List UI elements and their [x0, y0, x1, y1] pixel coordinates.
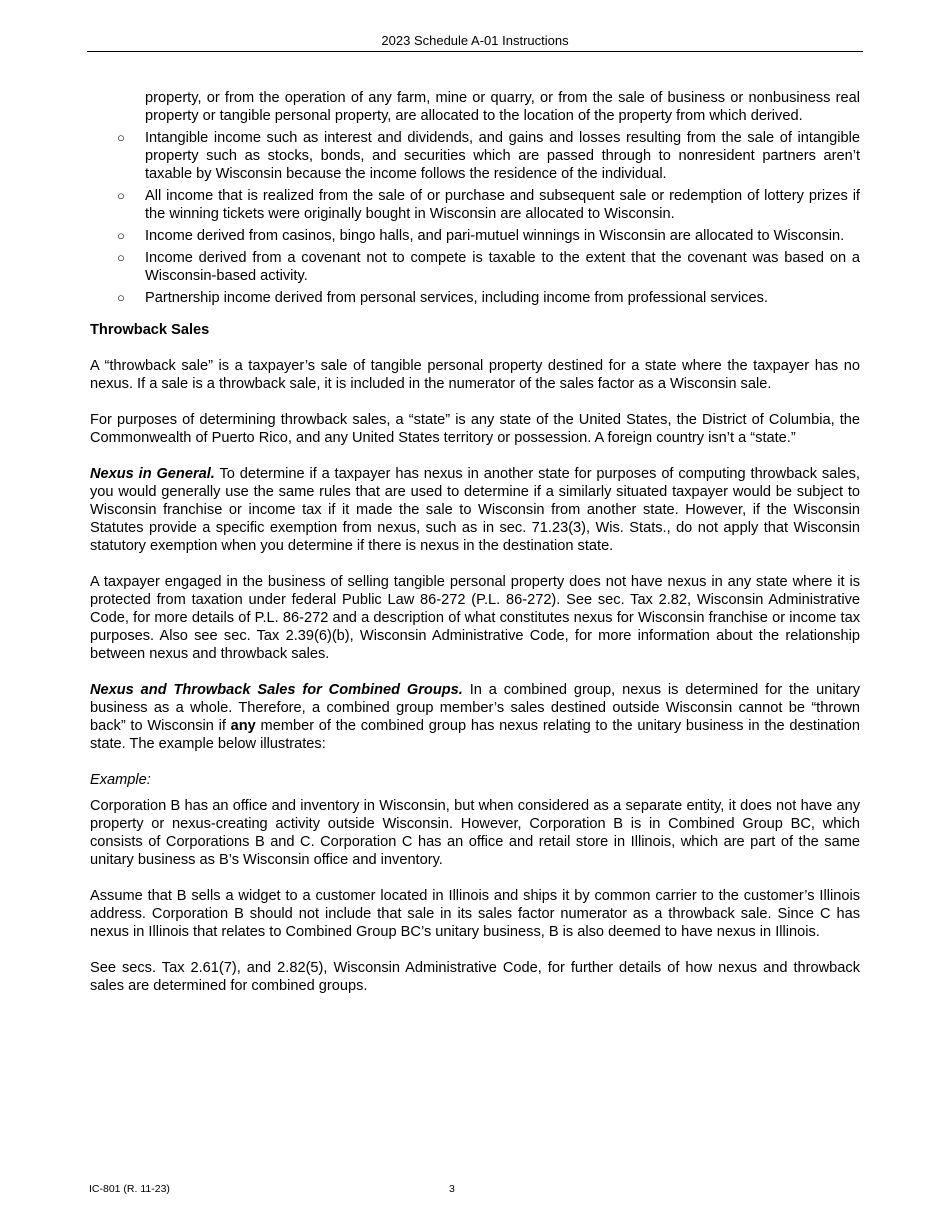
combined-groups-emphasis: any — [230, 718, 256, 734]
page-header-title: 2023 Schedule A-01 Instructions — [381, 33, 569, 48]
bullet-text: Income derived from a covenant not to compete is taxable to the extent that the covenant was based on a Wisconsin-based activity. — [145, 250, 860, 284]
state-definition-paragraph: For purposes of determining throwback sales, a “state” is any state of the United States, the District of Columbia, the Commonwealth of Puerto Rico, and any United States territory or possession. A foreign country isn’t a “state.” — [90, 412, 860, 446]
nexus-general-lead: Nexus in General. — [90, 466, 215, 482]
bullet-list — [90, 129, 860, 307]
bullet-item — [90, 227, 860, 245]
continued-paragraph: property, or from the operation of any farm, mine or quarry, or from the sale of business or nonbusiness real property or tangible personal property, are allocated to the location of the property from which derived. — [145, 90, 860, 124]
circle-bullet-icon: ○ — [117, 188, 125, 203]
bullet-item — [90, 129, 860, 183]
combined-groups-lead: Nexus and Throwback Sales for Combined Groups. — [90, 682, 463, 698]
bullet-text: All income that is realized from the sale of or purchase and subsequent sale or redemption of lottery prizes if the winning tickets were originally bought in Wisconsin are allocated to Wisconsin. — [145, 188, 860, 222]
circle-bullet-icon: ○ — [117, 228, 125, 243]
bullet-item — [90, 249, 860, 285]
combined-groups-text-b: member of the combined group has nexus relating to the unitary business in the destination state. The example below illustrates: — [90, 718, 860, 752]
circle-bullet-icon: ○ — [117, 250, 125, 265]
bullet-text: Intangible income such as interest and dividends, and gains and losses resulting from the sale of intangible property such as stocks, bonds, and securities which are passed through to nonresident partners aren’t taxable by Wisconsin because the income follows the residence of the individual. — [145, 130, 860, 182]
bullet-text: Income derived from casinos, bingo halls, and pari-mutuel winnings in Wisconsin are allocated to Wisconsin. — [145, 228, 845, 244]
form-number: IC-801 (R. 11-23) — [89, 1183, 170, 1195]
circle-bullet-icon: ○ — [117, 290, 125, 305]
public-law-paragraph: A taxpayer engaged in the business of selling tangible personal property does not have nexus in any state where it is protected from taxation under federal Public Law 86-272 (P.L. 86-272). See sec. Tax 2.82, Wisconsin Administrative Code, for more details of P.L. 86-272 and a description of what constitutes nexus for Wisconsin franchise or income tax purposes. Also see sec. Tax 2.39(6)(b), Wisconsin Administrative Code, for more information about the relationship between nexus and throwback sales. — [90, 574, 860, 662]
nexus-general-paragraph — [90, 465, 860, 555]
nexus-general-text: To determine if a taxpayer has nexus in another state for purposes of computing throwback sales, you would generally use the same rules that are used to determine if a similarly situated taxpayer would be subject to Wisconsin franchise or income tax if it made the sale to Wisconsin from another state. However, if the Wisconsin Statutes provide a specific exemption from nexus, such as in sec. 71.23(3), Wis. Stats., do not apply that Wisconsin statutory exemption when you determine if there is nexus in the destination state. — [90, 466, 860, 554]
document-body — [90, 89, 860, 995]
combined-groups-paragraph — [90, 681, 860, 753]
example-paragraph-1: Corporation B has an office and inventory in Wisconsin, but when considered as a separate entity, it does not have any property or nexus-creating activity outside Wisconsin. However, Corporation B is in Combined Group BC, which consists of Corporations B and C. Corporation C has an office and retail store in Illinois, which are part of the same unitary business as B’s Wisconsin office and inventory. — [90, 798, 860, 868]
example-paragraph-2: Assume that B sells a widget to a customer located in Illinois and ships it by common carrier to the customer’s Illinois address. Corporation B should not include that sale in its sales factor numerator as a throwback sale. Since C has nexus in Illinois that relates to Combined Group BC’s unitary business, B is also deemed to have nexus in Illinois. — [90, 888, 860, 940]
final-reference-paragraph: See secs. Tax 2.61(7), and 2.82(5), Wisconsin Administrative Code, for further details of how nexus and throwback sales are determined for combined groups. — [90, 960, 860, 994]
combined-groups-text-a: In a combined group, nexus is determined for the unitary business as a whole. Therefore, a combined group member’s sales destined outside Wisconsin cannot be “thrown back” to Wisconsin if — [90, 682, 860, 734]
bullet-item — [90, 187, 860, 223]
section-heading: Throwback Sales — [90, 322, 210, 338]
page-number: 3 — [449, 1183, 455, 1195]
example-label: Example: — [90, 772, 151, 788]
header-divider — [87, 51, 863, 52]
bullet-text: Partnership income derived from personal services, including income from professional services. — [145, 290, 768, 306]
bullet-item — [90, 289, 860, 307]
throwback-definition-paragraph: A “throwback sale” is a taxpayer’s sale of tangible personal property destined for a state where the taxpayer has no nexus. If a sale is a throwback sale, it is included in the numerator of the sales factor as a Wisconsin sale. — [90, 358, 860, 392]
circle-bullet-icon: ○ — [117, 130, 125, 145]
